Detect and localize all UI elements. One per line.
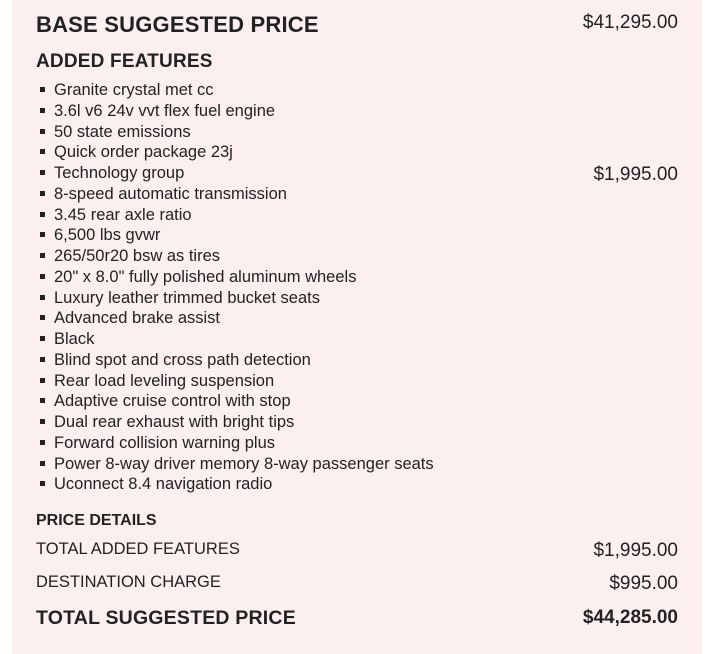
feature-item (38, 205, 678, 226)
bullet-icon (40, 108, 45, 113)
feature-label: Forward collision warning plus (54, 433, 276, 452)
feature-label: Advanced brake assist (54, 309, 221, 328)
feature-item (38, 371, 678, 392)
feature-label: Black (54, 330, 95, 348)
base-price-row (36, 10, 678, 40)
total-suggested-price-row (36, 607, 678, 635)
feature-item (38, 454, 678, 475)
feature-label: Uconnect 8.4 navigation radio (54, 475, 273, 494)
bullet-icon (40, 149, 45, 154)
feature-label: 50 state emissions (54, 122, 191, 141)
feature-label: 3.45 rear axle ratio (54, 205, 192, 224)
bullet-icon (40, 87, 45, 92)
price-panel (12, 0, 702, 654)
total-added-features-value: $1,995.00 (593, 540, 678, 561)
feature-label: Dual rear exhaust with bright tips (54, 413, 295, 431)
destination-charge-label: DESTINATION CHARGE (36, 573, 221, 591)
feature-item (38, 288, 678, 309)
base-price-value: $41,295.00 (582, 12, 678, 33)
total-added-features-label: TOTAL ADDED FEATURES (36, 540, 240, 558)
feature-label: Rear load leveling suspension (54, 371, 275, 390)
feature-label: 8-speed automatic transmission (54, 184, 287, 203)
feature-item (38, 184, 678, 205)
base-price-title: BASE SUGGESTED PRICE (36, 12, 319, 37)
bullet-icon (40, 357, 45, 362)
feature-item (38, 142, 678, 163)
feature-item (38, 474, 678, 495)
feature-label: 265/50r20 bsw as tires (54, 247, 221, 265)
feature-label: Luxury leather trimmed bucket seats (54, 288, 320, 307)
destination-charge-row (36, 573, 678, 599)
bullet-icon (40, 336, 45, 341)
feature-list (38, 80, 678, 495)
feature-label: 6,500 lbs gvwr (54, 226, 161, 245)
destination-charge-value: $995.00 (609, 573, 678, 594)
bullet-icon (40, 481, 45, 486)
technology-group-price: $1,995.00 (593, 164, 678, 185)
total-suggested-price-value: $44,285.00 (582, 607, 678, 628)
feature-label: Granite crystal met cc (54, 81, 214, 99)
bullet-icon (40, 315, 45, 320)
feature-label: Blind spot and cross path detection (54, 350, 311, 369)
bullet-icon (40, 253, 45, 258)
bullet-icon (40, 419, 45, 424)
bullet-icon (40, 129, 45, 134)
feature-item (38, 329, 678, 350)
feature-item (38, 391, 678, 412)
total-suggested-price-label: TOTAL SUGGESTED PRICE (36, 607, 296, 629)
feature-item (38, 246, 678, 267)
feature-label: Power 8-way driver memory 8-way passenger seats (54, 454, 434, 473)
feature-label: Adaptive cruise control with stop (54, 392, 291, 411)
feature-item (38, 80, 678, 101)
feature-label: 20" x 8.0" fully polished aluminum wheels (54, 267, 357, 286)
feature-item (38, 163, 678, 184)
bullet-icon (40, 378, 45, 383)
feature-item (38, 122, 678, 143)
bullet-icon (40, 461, 45, 466)
feature-item (38, 350, 678, 371)
feature-item (38, 412, 678, 433)
feature-item (38, 267, 678, 288)
bullet-icon (40, 212, 45, 217)
bullet-icon (40, 232, 45, 237)
bullet-icon (40, 440, 45, 445)
total-added-features-row (36, 540, 678, 566)
feature-item (38, 225, 678, 246)
bullet-icon (40, 274, 45, 279)
feature-label: 3.6l v6 24v vvt flex fuel engine (54, 101, 276, 120)
bullet-icon (40, 398, 45, 403)
feature-item (38, 308, 678, 329)
bullet-icon (40, 191, 45, 196)
feature-label: Quick order package 23j (54, 143, 233, 162)
price-details-title: PRICE DETAILS (36, 512, 157, 529)
feature-item (38, 101, 678, 122)
bullet-icon (40, 170, 45, 175)
feature-label: Technology group (54, 164, 185, 182)
bullet-icon (40, 295, 45, 300)
feature-item (38, 433, 678, 454)
added-features-title: ADDED FEATURES (36, 51, 213, 72)
